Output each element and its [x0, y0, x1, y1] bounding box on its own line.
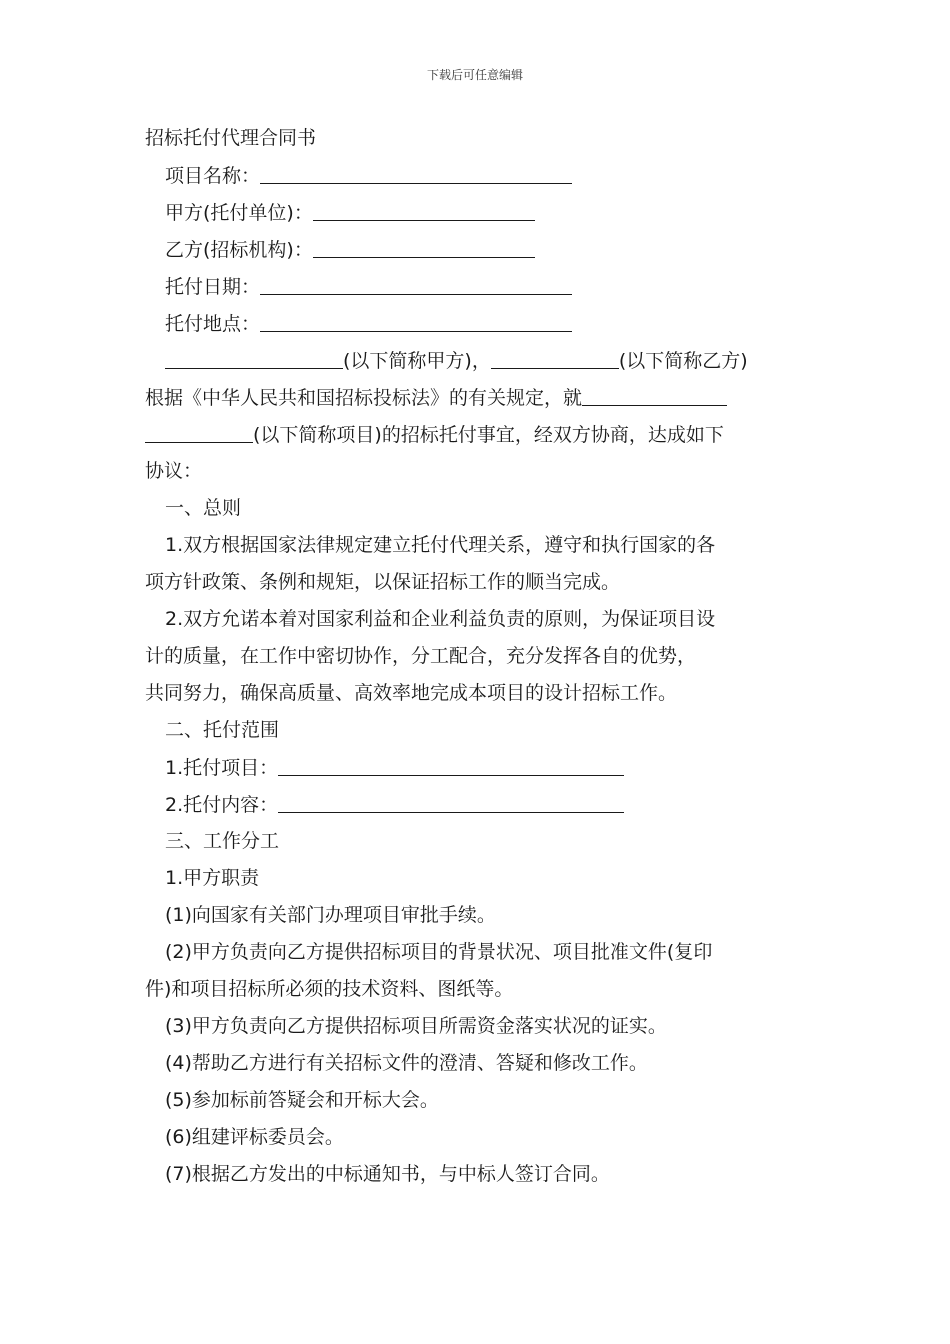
- intro-text: (以下简称项目)的招标托付事宜，经双方协商，达成如下: [253, 424, 724, 446]
- intro-line-2: [145, 379, 810, 416]
- section-heading: 二、托付范围: [165, 719, 280, 741]
- duty-item: (1)向国家有关部门办理项目审批手续。: [165, 904, 496, 926]
- intro-text: (以下简称甲方)，: [343, 350, 491, 372]
- fill-blank[interactable]: [491, 344, 619, 369]
- field-entrusted-project: [145, 749, 810, 786]
- subsection-heading: 1.甲方职责: [165, 867, 260, 889]
- field-place: [145, 305, 810, 342]
- field-party-a: [145, 194, 810, 231]
- header-note: 下载后可任意编辑: [426, 68, 523, 82]
- paragraph-line: 共同努力，确保高质量、高效率地完成本项目的设计招标工作。: [145, 682, 678, 704]
- duty-item: (2)甲方负责向乙方提供招标项目的背景状况、项目批准文件(复印: [165, 941, 713, 963]
- fill-blank[interactable]: [260, 270, 572, 295]
- field-label: 2.托付内容：: [165, 794, 279, 816]
- fill-blank[interactable]: [145, 418, 253, 443]
- section-heading: 一、总则: [165, 497, 242, 519]
- intro-line-4: 协议：: [145, 460, 203, 482]
- document-title: 招标托付代理合同书: [145, 127, 317, 149]
- contract-body: [145, 120, 810, 1193]
- fill-blank[interactable]: [165, 344, 343, 369]
- field-label: 项目名称：: [165, 165, 261, 187]
- fill-blank[interactable]: [260, 307, 572, 332]
- field-date: [145, 268, 810, 305]
- intro-line-3: [145, 416, 810, 453]
- intro-text: 根据《中华人民共和国招标投标法》的有关规定，就: [145, 387, 583, 409]
- field-entrusted-content: [145, 786, 810, 823]
- field-label: 甲方(托付单位)：: [165, 202, 313, 224]
- duty-item: (6)组建评标委员会。: [165, 1126, 344, 1148]
- section-heading: 三、工作分工: [165, 830, 280, 852]
- fill-blank[interactable]: [313, 196, 535, 221]
- field-project-name: [145, 157, 810, 194]
- duty-item: (5)参加标前答疑会和开标大会。: [165, 1089, 439, 1111]
- field-party-b: [145, 231, 810, 268]
- paragraph-line: 2.双方允诺本着对国家利益和企业利益负责的原则，为保证项目设: [165, 608, 716, 630]
- field-label: 1.托付项目：: [165, 757, 279, 779]
- intro-text: (以下简称乙方): [618, 350, 748, 372]
- field-label: 乙方(招标机构)：: [165, 239, 313, 261]
- duty-item: (4)帮助乙方进行有关招标文件的澄清、答疑和修改工作。: [165, 1052, 648, 1074]
- paragraph-line: 计的质量，在工作中密切协作，分工配合，充分发挥各自的优势，: [145, 645, 697, 667]
- fill-blank[interactable]: [278, 751, 624, 776]
- duty-item: (7)根据乙方发出的中标通知书，与中标人签订合同。: [165, 1163, 610, 1185]
- duty-item: 件)和项目招标所必须的技术资料、图纸等。: [145, 978, 514, 1000]
- field-label: 托付日期：: [165, 276, 261, 298]
- fill-blank[interactable]: [582, 381, 727, 406]
- fill-blank[interactable]: [260, 159, 572, 184]
- fill-blank[interactable]: [278, 788, 624, 813]
- field-label: 托付地点：: [165, 313, 261, 335]
- paragraph-line: 项方针政策、条例和规矩，以保证招标工作的顺当完成。: [145, 571, 621, 593]
- fill-blank[interactable]: [313, 233, 535, 258]
- paragraph-line: 1.双方根据国家法律规定建立托付代理关系，遵守和执行国家的各: [165, 534, 716, 556]
- duty-item: (3)甲方负责向乙方提供招标项目所需资金落实状况的证实。: [165, 1015, 667, 1037]
- intro-line-1: [145, 342, 810, 379]
